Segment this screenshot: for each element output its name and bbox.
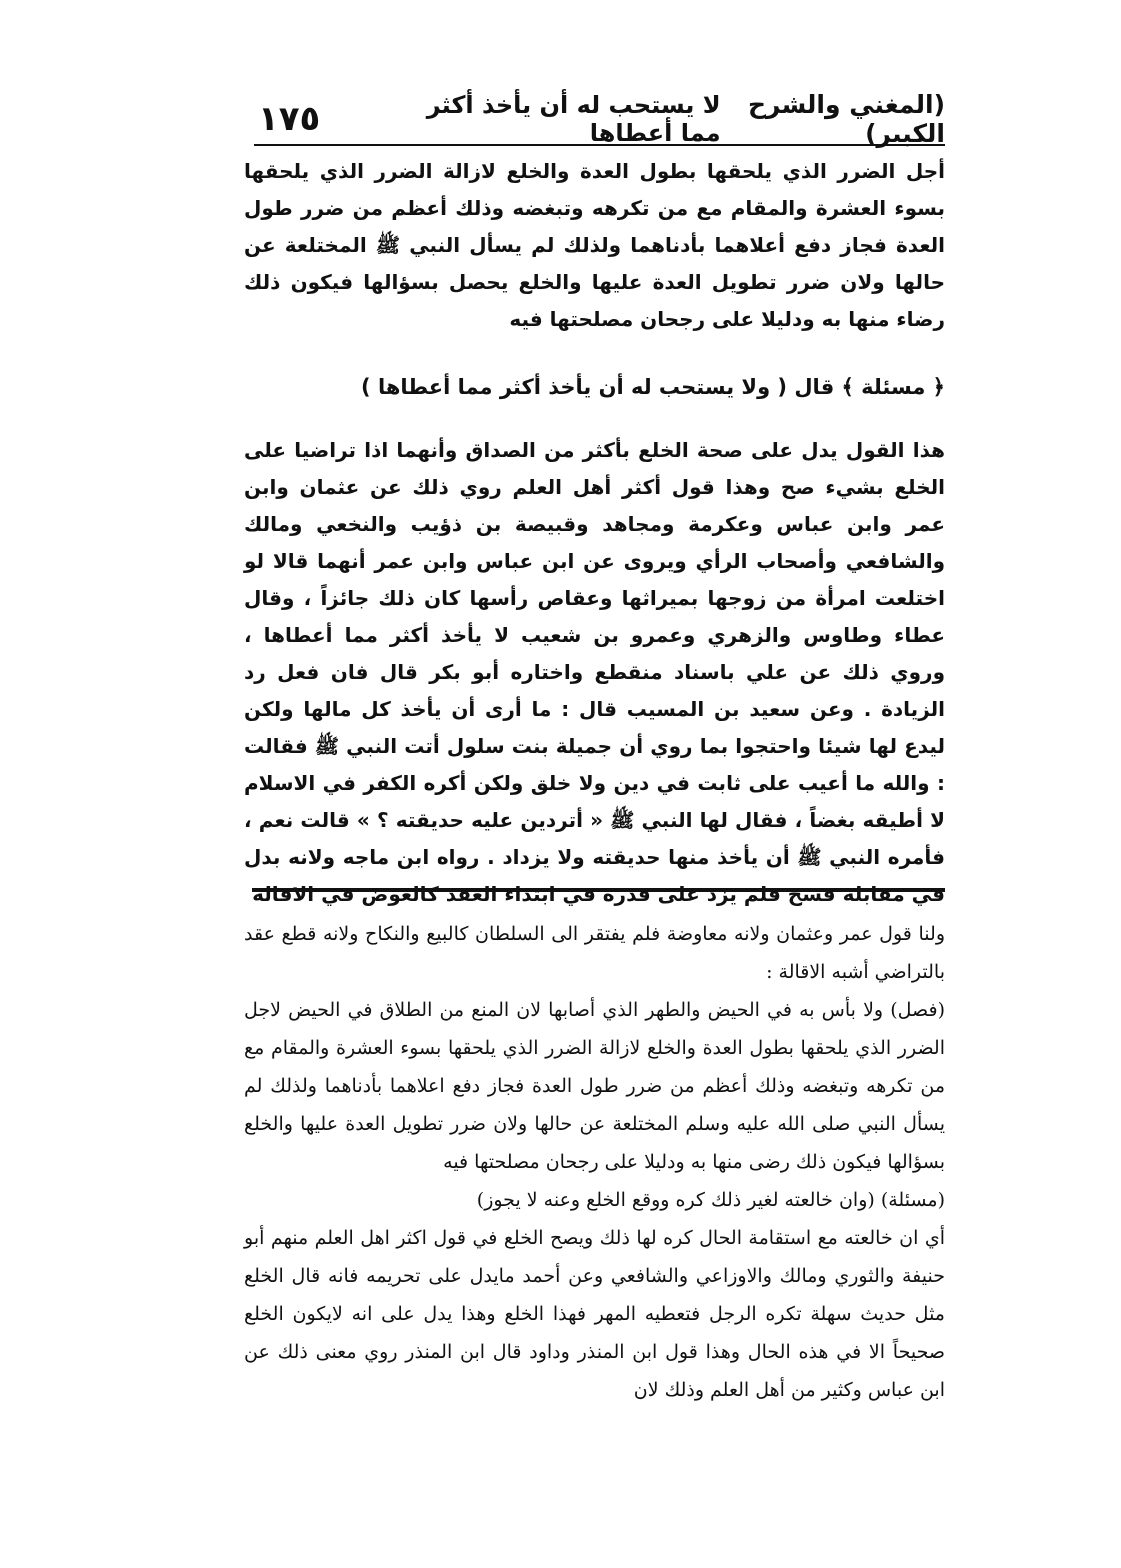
book-title: (المغني والشرح الكبير): [748, 90, 945, 148]
matn-section: [244, 915, 945, 1409]
matn-paragraph: (فصل) ولا بأس به في الحيض والطهر الذي أصابها لان المنع من الطلاق في الحيض لاجل الضرر الذي يلحقها بطول العدة والخلع لازالة الضرر الذي يلحقها بسوء العشرة والمقام مع من تكرهه وتبغضه وذلك أعظم من ضرر طول العدة فجاز دفع اعلاهما بأدناهما ولذلك لم يسأل النبي صلى الله عليه وسلم المختلعة عن حالها ولان ضرر تطويل العدة عليها والخلع بسؤالها فيكون ذلك رضى منها به ودليلا على رجحان مصلحتها فيه: [244, 999, 945, 1173]
matn-paragraph: ولنا قول عمر وعثمان ولانه معاوضة فلم يفتقر الى السلطان كالبيع والنكاح ولانه قطع عقد بالتراضي أشبه الاقالة :: [244, 923, 945, 983]
sharh-paragraph: أجل الضرر الذي يلحقها بطول العدة والخلع لازالة الضرر الذي يلحقها بسوء العشرة والمقام مع من تكرهه وتبغضه وذلك أعظم من ضرر طول العدة فجاز دفع أعلاهما بأدناهما ولذلك لم يسأل النبي ﷺ المختلعة عن حالها ولان ضرر تطويل العدة عليها والخلع يحصل بسؤالها فيكون ذلك رضاء منها به ودليلا على رجحان مصلحتها فيه: [244, 159, 945, 331]
sharh-paragraph: هذا القول يدل على صحة الخلع بأكثر من الصداق وأنهما اذا تراضيا على الخلع بشيء صح وهذا قول أكثر أهل العلم روي ذلك عن عثمان وابن عمر وابن عباس وعكرمة ومجاهد وقبيصة بن ذؤيب والنخعي ومالك والشافعي وأصحاب الرأي ويروى عن ابن عباس وابن عمر أنهما قالا لو اختلعت امرأة من زوجها بميراثها وعقاص رأسها كان ذلك جائزاً ، وقال عطاء وطاوس والزهري وعمرو بن شعيب لا يأخذ أكثر مما أعطاها ، وروي ذلك عن علي باسناد منقطع واختاره أبو بكر قال فان فعل رد الزيادة . وعن سعيد بن المسيب قال : ما أرى أن يأخذ كل مالها ولكن ليدع لها شيئا واحتجوا بما روي أن جميلة بنت سلول أتت النبي ﷺ فقالت : والله ما أعيب على ثابت في دين ولا خلق ولكن أكره الكفر في الاسلام لا أطيقه بغضاً ، فقال لها النبي ﷺ « أتردين عليه حديقته ؟ » قالت نعم ، فأمره النبي ﷺ أن يأخذ منها حديقته ولا يزداد . رواه ابن ماجه ولانه بدل في مقابلة فسخ فلم يزد على قدره في ابتداء العقد كالعوض في الاقالة: [244, 438, 945, 906]
masala-heading: ﴿ مسئلة ﴾ قال ( ولا يستحب له أن يأخذ أكثر مما أعطاها ): [361, 375, 945, 399]
running-head: [258, 90, 945, 148]
section-separator: [252, 888, 945, 892]
chapter-title: لا يستحب له أن يأخذ أكثر مما أعطاها: [426, 91, 721, 147]
page-number: ١٧٥: [258, 99, 321, 139]
header-rule: [254, 144, 945, 146]
matn-masala-line: (مسئلة) (وان خالعته لغير ذلك كره ووقع الخلع وعنه لا يجوز): [476, 1189, 945, 1211]
sharh-section-top: [244, 153, 945, 338]
sharh-section-main: [244, 432, 945, 913]
matn-paragraph: أي ان خالعته مع استقامة الحال كره لها ذلك ويصح الخلع في قول اكثر اهل العلم منهم أبو حنيفة والثوري ومالك والاوزاعي والشافعي وعن أحمد مايدل على تحريمه فانه قال الخلع مثل حديث سهلة تكره الرجل فتعطيه المهر فهذا الخلع وهذا يدل على انه لايكون الخلع صحيحاً الا في هذه الحال وهذا قول ابن المنذر وداود قال ابن المنذر روي معنى ذلك عن ابن عباس وكثير من أهل العلم وذلك لان: [244, 1227, 945, 1401]
